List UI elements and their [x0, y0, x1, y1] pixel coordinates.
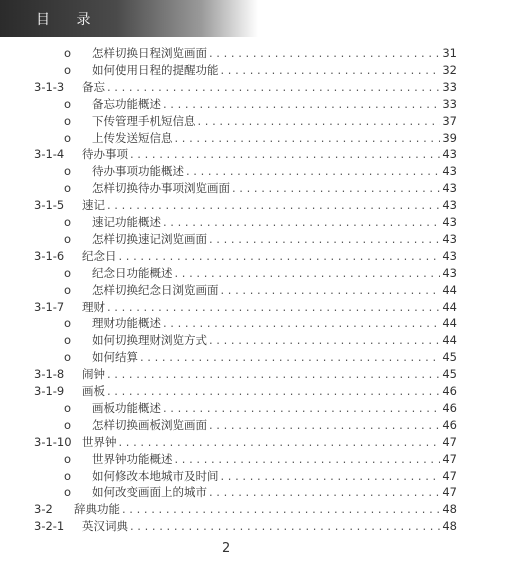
toc-entry-line: [92, 332, 457, 349]
toc-page-number: 32: [442, 62, 457, 77]
toc-entry-line: [82, 434, 457, 451]
toc-entry-line: [82, 299, 457, 316]
toc-page-number: 46: [442, 384, 457, 398]
toc-entry-title: 如何使用日程的提醒功能: [92, 62, 219, 77]
toc-entry[interactable]: [0, 400, 517, 417]
toc-leader-dots: [107, 366, 440, 383]
toc-entry[interactable]: [0, 484, 517, 501]
toc-page-number: 43: [442, 265, 457, 280]
toc-entry-title: 画板: [82, 384, 105, 398]
toc-entry-title: 待办事项功能概述: [92, 164, 184, 179]
toc-entry-line: [82, 366, 457, 383]
toc-bullet: o: [64, 417, 72, 432]
toc-entry[interactable]: [0, 417, 517, 434]
toc-entry-title: 纪念日: [82, 248, 117, 263]
toc-entry-title: 世界钟: [82, 434, 117, 449]
toc-page-number: 47: [442, 434, 457, 449]
toc-leader-dots: [130, 518, 440, 535]
toc-leader-dots: [209, 231, 440, 248]
toc-page-number: 44: [442, 282, 457, 297]
toc-entry-line: [92, 62, 457, 79]
toc-entry-line: [92, 231, 457, 248]
toc-bullet: o: [64, 485, 72, 500]
toc-bullet: o: [64, 231, 72, 246]
toc-entry[interactable]: [0, 231, 517, 248]
toc-page-number: 43: [442, 231, 457, 246]
toc-entry[interactable]: [0, 518, 517, 535]
toc-entry-line: [92, 451, 457, 468]
toc-bullet: o: [64, 468, 72, 483]
toc-entry[interactable]: [0, 282, 517, 299]
toc-entry-line: [92, 349, 457, 366]
toc-entry-line: [92, 282, 457, 299]
toc-entry[interactable]: [0, 265, 517, 282]
toc-leader-dots: [221, 282, 441, 299]
toc-entry[interactable]: [0, 214, 517, 231]
toc-page-number: 48: [442, 502, 457, 517]
toc-entry-line: [82, 79, 457, 96]
toc-page-number: 45: [442, 350, 457, 365]
toc-page-number: 43: [442, 164, 457, 179]
toc-section-number: 3-1-6: [34, 248, 65, 263]
toc-entry-title: 上传发送短信息: [92, 130, 173, 145]
toc-entry-line: [92, 265, 457, 282]
toc-section-number: 3-1-3: [34, 79, 65, 94]
toc-section-number: 3-1-8: [34, 367, 65, 382]
toc-entry-line: [74, 501, 457, 518]
toc-leader-dots: [209, 484, 440, 501]
toc-entry-title: 怎样切换日程浏览画面: [92, 46, 207, 60]
toc-page-number: 43: [442, 248, 457, 263]
toc-leader-dots: [221, 468, 441, 485]
toc-bullet: o: [64, 215, 72, 229]
toc-entry[interactable]: [0, 451, 517, 468]
toc-section-number: 3-1-7: [34, 299, 65, 314]
toc-entry-line: [92, 417, 457, 434]
toc-bullet: o: [64, 113, 72, 128]
toc-entry-title: 辞典功能: [74, 502, 120, 517]
toc-entry[interactable]: [0, 180, 517, 197]
toc-leader-dots: [119, 434, 441, 451]
toc-entry[interactable]: [0, 62, 517, 79]
toc-entry[interactable]: [0, 349, 517, 366]
toc-entry-line: [92, 130, 457, 147]
toc-entry-title: 怎样切换速记浏览画面: [92, 231, 207, 246]
toc-entry-title: 如何改变画面上的城市: [92, 485, 207, 500]
toc-entry-title: 画板功能概述: [92, 400, 161, 415]
toc-page-number: 43: [442, 215, 457, 229]
toc-entry-line: [92, 163, 457, 180]
toc-leader-dots: [107, 383, 440, 400]
toc-leader-dots: [175, 130, 441, 147]
toc-page-number: 43: [442, 147, 457, 162]
toc-leader-dots: [175, 265, 441, 282]
toc-entry-line: [92, 45, 457, 62]
toc-entry-title: 备忘功能概述: [92, 96, 161, 111]
page-title: 目 录: [36, 12, 102, 28]
toc-page-number: 44: [442, 316, 457, 331]
toc-page-number: 43: [442, 181, 457, 196]
toc-leader-dots: [163, 315, 440, 332]
toc-entry-title: 怎样切换纪念日浏览画面: [92, 282, 219, 297]
toc-entry[interactable]: [0, 299, 517, 316]
toc-page-number: 33: [442, 79, 457, 94]
toc-bullet: o: [64, 164, 72, 179]
toc-leader-dots: [107, 197, 440, 214]
toc-page-number: 33: [442, 96, 457, 111]
toc-leader-dots: [130, 146, 440, 163]
toc-entry[interactable]: [0, 468, 517, 485]
toc-entry[interactable]: [0, 248, 517, 265]
toc-entry-title: 理财: [82, 299, 105, 314]
toc-entry-title: 如何切换理财浏览方式: [92, 333, 207, 348]
toc-bullet: o: [64, 62, 72, 77]
toc-entry[interactable]: [0, 113, 517, 130]
toc-entry-line: [92, 214, 457, 231]
toc-entry-title: 备忘: [82, 79, 105, 94]
toc-page-number: 45: [442, 367, 457, 382]
toc-page-number: 48: [442, 519, 457, 534]
toc-leader-dots: [198, 113, 441, 130]
toc-page-number: 43: [442, 198, 457, 213]
toc-bullet: o: [64, 451, 72, 466]
toc-bullet: o: [64, 181, 72, 196]
toc-entry[interactable]: [0, 146, 517, 163]
toc-entry-line: [92, 315, 457, 332]
toc-entry[interactable]: [0, 315, 517, 332]
toc-bullet: o: [64, 316, 72, 331]
toc-section-number: 3-1-9: [34, 384, 65, 398]
toc-leader-dots: [140, 349, 440, 366]
toc-leader-dots: [186, 163, 440, 180]
toc-page-number: 46: [442, 417, 457, 432]
toc-entry-title: 闹钟: [82, 367, 105, 382]
footer-page-number: 2: [222, 541, 231, 556]
toc-entry-title: 英汉词典: [82, 519, 128, 534]
toc-entry-line: [92, 113, 457, 130]
toc-bullet: o: [64, 333, 72, 348]
toc-leader-dots: [107, 79, 440, 96]
toc-entry-line: [82, 248, 457, 265]
toc-entry-title: 速记: [82, 198, 105, 213]
toc-page-number: 47: [442, 485, 457, 500]
toc-entry-line: [92, 180, 457, 197]
toc-leader-dots: [209, 45, 440, 62]
toc-entry-line: [82, 197, 457, 214]
toc-bullet: o: [64, 350, 72, 365]
toc-page-number: 31: [442, 46, 457, 60]
toc-bullet: o: [64, 130, 72, 145]
toc-entry-line: [82, 383, 457, 400]
toc-entry-title: 怎样切换待办事项浏览画面: [92, 181, 230, 196]
toc-bullet: o: [64, 282, 72, 297]
toc-leader-dots: [163, 400, 440, 417]
toc-leader-dots: [221, 62, 441, 79]
toc-section-number: 3-1-4: [34, 147, 65, 162]
toc-leader-dots: [209, 332, 440, 349]
toc-page-number: 47: [442, 451, 457, 466]
toc-page-number: 44: [442, 333, 457, 348]
toc-entry-line: [92, 484, 457, 501]
toc-entry-line: [92, 468, 457, 485]
toc-leader-dots: [107, 299, 440, 316]
toc-page-number: 44: [442, 299, 457, 314]
toc-entry[interactable]: [0, 332, 517, 349]
toc-page-number: 47: [442, 468, 457, 483]
toc-entry-title: 怎样切换画板浏览画面: [92, 417, 207, 432]
toc-page-number: 39: [442, 130, 457, 145]
toc-entry[interactable]: [0, 96, 517, 113]
toc-page-number: 46: [442, 400, 457, 415]
toc-entry[interactable]: [0, 45, 517, 62]
toc-section-number: 3-2: [34, 502, 53, 517]
toc-entry-line: [92, 96, 457, 113]
toc-section-number: 3-1-5: [34, 198, 65, 213]
toc-entry-line: [92, 400, 457, 417]
toc-entry[interactable]: [0, 197, 517, 214]
toc-entry-title: 如何结算: [92, 350, 138, 365]
toc-bullet: o: [64, 265, 72, 280]
toc-entry[interactable]: [0, 79, 517, 96]
toc-leader-dots: [175, 451, 441, 468]
toc-leader-dots: [163, 214, 440, 231]
toc-bullet: o: [64, 96, 72, 111]
toc-entry[interactable]: [0, 501, 517, 518]
toc-entry-title: 下传管理手机短信息: [92, 113, 196, 128]
toc-entry-title: 世界钟功能概述: [92, 451, 173, 466]
toc-leader-dots: [122, 501, 440, 518]
toc-entry-title: 理财功能概述: [92, 316, 161, 331]
toc-section-number: 3-2-1: [34, 519, 65, 534]
toc-entry-title: 纪念日功能概述: [92, 265, 173, 280]
toc-entry-title: 速记功能概述: [92, 215, 161, 229]
toc-entry[interactable]: [0, 383, 517, 400]
toc-entry[interactable]: [0, 434, 517, 451]
toc-entry-title: 如何修改本地城市及时间: [92, 468, 219, 483]
toc-leader-dots: [163, 96, 440, 113]
toc-page-number: 37: [442, 113, 457, 128]
toc-leader-dots: [232, 180, 440, 197]
toc-leader-dots: [119, 248, 441, 265]
toc-entry-title: 待办事项: [82, 147, 128, 162]
toc-bullet: o: [64, 46, 72, 60]
toc-leader-dots: [209, 417, 440, 434]
toc-bullet: o: [64, 400, 72, 415]
toc-section-number: 3-1-10: [34, 434, 72, 449]
header-bar: [0, 0, 258, 37]
toc-entry[interactable]: [0, 366, 517, 383]
toc-entry-line: [82, 146, 457, 163]
toc-entry[interactable]: [0, 163, 517, 180]
toc-entry[interactable]: [0, 130, 517, 147]
toc-entry-line: [82, 518, 457, 535]
